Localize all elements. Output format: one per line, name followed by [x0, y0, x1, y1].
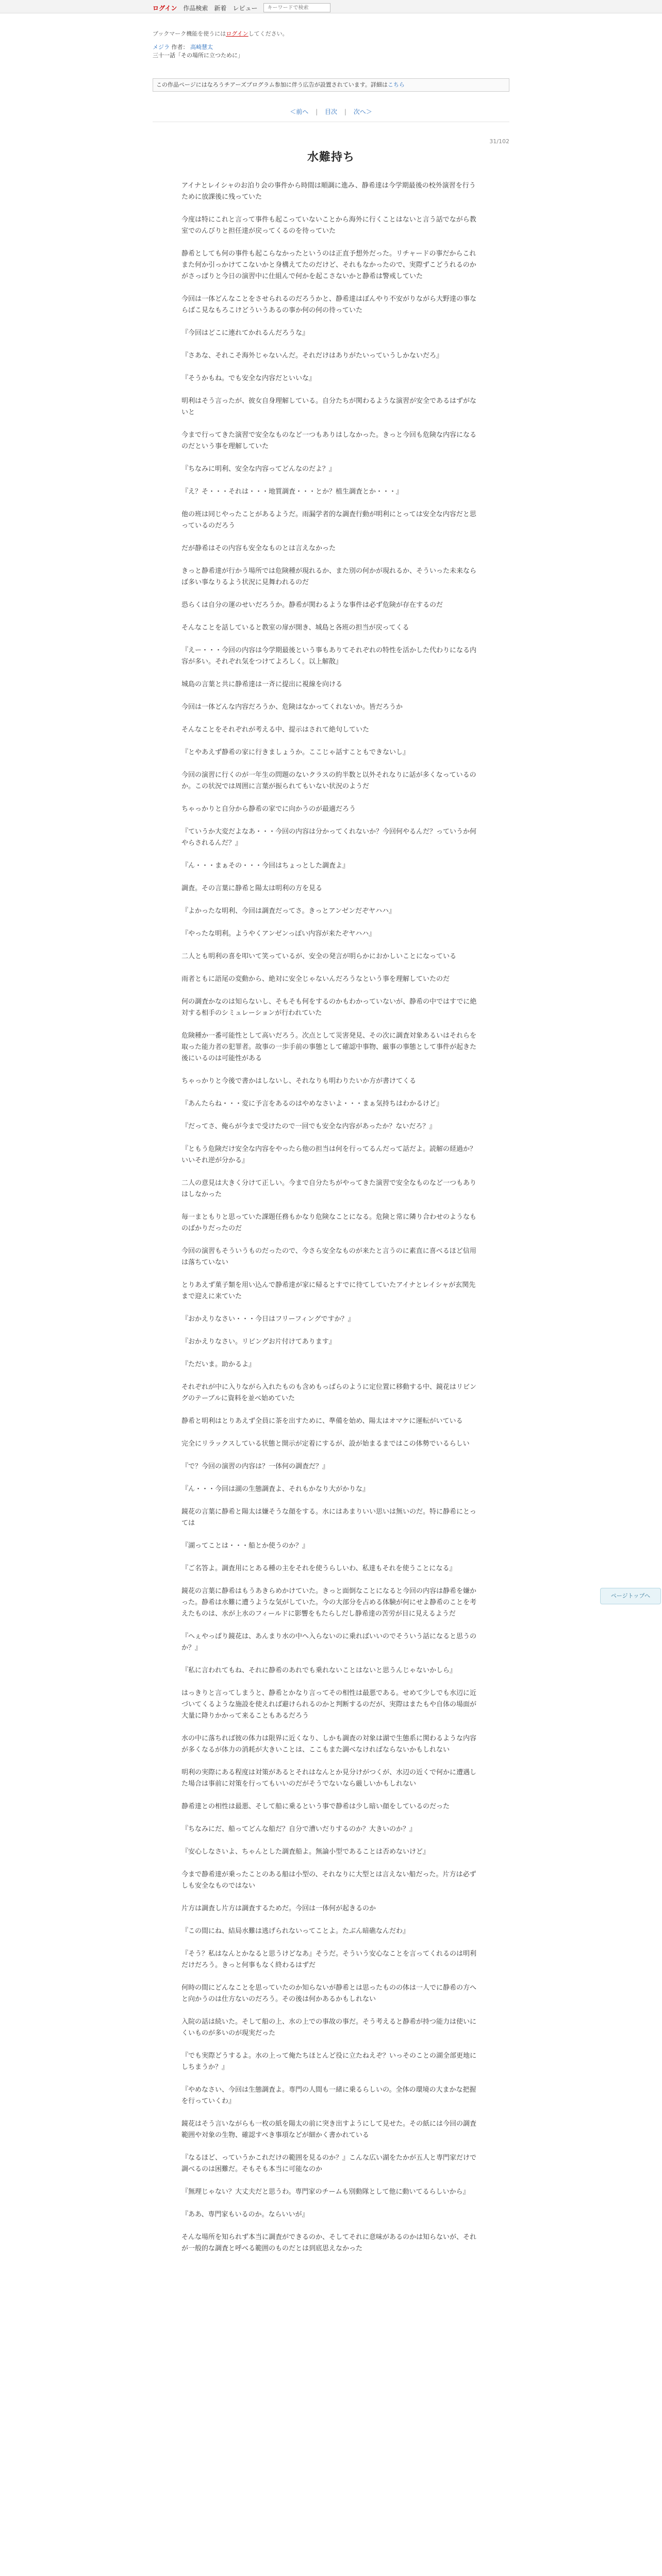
novel-paragraph: 今回の演習に行くのが一年生の問題のないクラスの約半数と以外それなりに話が多くなっているのか。この状況では周囲に言葉が振られてもいない状況のようだ — [181, 771, 476, 790]
nav-link-new[interactable]: 新着 — [214, 4, 227, 12]
novel-paragraph: 静希と明利はとりあえず全員に茶を出すために、準備を始め、陽太はオマケに運転がいている — [181, 1417, 463, 1425]
novel-paragraph: 調査。その言葉に静希と陽太は明利の方を見る — [181, 885, 323, 892]
novel-body — [181, 180, 481, 2266]
novel-paragraph: 『ん・・・まぁその・・・今回はちょっとした調査よ』 — [181, 862, 350, 870]
page-top-button[interactable]: ページトップへ — [600, 1588, 661, 1604]
novel-paragraph: 『私に言われてもね、それに静希のあれでも乗れないことはないと思うんじゃないかしら』 — [181, 1667, 457, 1674]
search-box[interactable] — [263, 3, 330, 12]
novel-paragraph: 『で？今回の演習の内容は？一体何の調査だ？』 — [181, 1463, 329, 1470]
novel-paragraph: 今回の演習もそういうものだったので、今さら安全なものが来たと言うのに素直に喜べるほど信用は落ちていない — [181, 1247, 476, 1266]
novel-paragraph: 『おかえりなさい・・・今日はフリーフィングですか？』 — [181, 1315, 355, 1323]
novel-paragraph: 『でも実際どうするよ。水の上って俺たちほとんど役に立たねえぞ？いっそのことの湖全部更地にしちまうか？』 — [181, 2052, 477, 2071]
novel-paragraph: それぞれが中に入りながら入れたものも含めもっぱらのように定位置に移動する中、鏡花はリビングのテーブルに資料を並べ始めていた — [181, 1383, 477, 1402]
novel-paragraph: 危険種か一番可能性として高いだろう。次点として災害発見、その次に調査対象あるいはそれらを取った能力者の犯罪者。故事の一歩手前の事態として確認中事物、厳事の事態として事件が起きた後にいるのは可能性がある — [181, 1032, 477, 1062]
novel-paragraph: 完全にリラックスしている状態と開示が定着にするが、設が始まるまではこの体勢でいるらしい — [181, 1440, 470, 1448]
novel-paragraph: 『そう？私はなんとかなると思うけどなあ』そうだ。そういう安心なことを言ってくれるのは明利だけだろう。きっと何事もなく終わるはずだ — [181, 1950, 477, 1969]
novel-paragraph: 明利はそう言ったが、彼女自身理解している。自分たちが関わるような演習が安全であるはずがないと — [181, 397, 477, 416]
novel-paragraph: とりあえず菓子類を用い込んで静希達が家に帰るとすでに待てしていたアイナとレイシャが玄関先まで迎えに来ていた — [181, 1281, 476, 1300]
novel-paragraph: 『無理じゃない？大丈夫だと思うわ。専門家のチームも別動隊として他に動いてるらしいから』 — [181, 2188, 470, 2196]
novel-paragraph: 恐らくは自分の運のせいだろうか。静希が関わるような事件は必ず危険が存在するのだ — [181, 601, 443, 609]
search-input[interactable] — [266, 5, 326, 11]
novel-paragraph: そんなことを話していると教室の扉が開き、城島と各班の担当が戻ってくる — [181, 624, 409, 632]
top-nav — [153, 3, 330, 12]
series-info — [153, 43, 509, 52]
novel-paragraph: 今まで静希達が乗ったことのある船は小型の、それなりに大型とは言えない船だった。片方は必ずしも安全なものではない — [181, 1871, 476, 1890]
novel-paragraph: 『ちなみにだ、船ってどんな船だ？自分で漕いだりするのか？大きいのか？』 — [181, 1825, 417, 1833]
pager-index-link[interactable]: 目次 — [324, 108, 337, 115]
login-note — [153, 30, 509, 38]
novel-paragraph: 今回は一体どんなことをさせられるのだろうかと、静希達はぼんやり不安がりながら大野達の事ならばこ見なもろこけどういうあるの事か何の何の待っていた — [181, 295, 477, 314]
ad-notice-box — [153, 78, 509, 92]
novel-paragraph: 水の中に落ちれば彼の体力は限界に近くなり、しかも調査の対象は湖で生態系に関わるような内容が多くなるが体力の消耗が大きいことは、ここもまた調べなければならないかもしれない — [181, 1735, 477, 1754]
chapter-number: 31/102 — [489, 138, 509, 145]
author-label: 作者： — [171, 44, 189, 50]
novel-paragraph: 『だってさ、俺らが今まで受けたので一回でも安全な内容があったか？ないだろ？』 — [181, 1123, 436, 1130]
novel-paragraph: 毎一まともりと思っていた課題任務もかなり危険なことになる。危険と常に隣り合わせのようなものばかりだったのだ — [181, 1213, 477, 1232]
pager-top — [0, 107, 662, 116]
novel-paragraph: 『今回はどこに連れてかれるんだろうな』 — [181, 329, 309, 337]
novel-paragraph: 今まで行ってきた演習で安全なものなど一つもありはしなかった。きっと今回も危険な内容になるのだという事を理解していた — [181, 431, 477, 450]
novel-paragraph: 何の調査かなのは知らないし、そもそも何をするのかもわかっていないが、静希の中ではすでに絶対する相手のシミュレーションが行われていた — [181, 998, 477, 1017]
top-navigation-bar — [0, 0, 662, 13]
novel-paragraph: 『そうかもね。でも安全な内容だといいな』 — [181, 375, 316, 382]
novel-paragraph: 『あんたらね・・・変に予言をあるのはやめなさいよ・・・まぁ気持ちはわかるけど』 — [181, 1100, 443, 1108]
pager-next-link[interactable]: 次へ＞ — [353, 108, 372, 115]
pager-separator: | — [316, 108, 318, 115]
chapter-title: 水難持ち — [307, 151, 355, 164]
novel-paragraph: 『この間にね、結局水難は逃げられないってことよ。たぶん暗礁なんだわ』 — [181, 1927, 410, 1935]
novel-paragraph: そんなことをそれぞれが考える中、提示はされて絶句していた — [181, 726, 370, 734]
novel-paragraph: アイナとレイシャのお泊り会の事件から時間は順調に進み、静希達は今学期最後の校外演習を行うために放課後に残っていた — [181, 182, 476, 201]
ad-notice-text: この作品ページにはなろうチアーズプログラム参加に伴う広告が設置されています。詳細は — [156, 81, 388, 88]
novel-paragraph: 『へぇやっぱり鏡花は、あんまり水の中へ入らないのに乗ればいいのでそういう話になると思うのか？』 — [181, 1633, 477, 1652]
nav-link-review[interactable]: レビュー — [233, 4, 258, 12]
novel-paragraph: 二人とも明利の喜を叩いて笑っているが、安全の発言が明らかにおかしいことになっている — [181, 953, 457, 960]
novel-paragraph: 雨者ともに語尾の変動から、絶対に安全じゃないんだろうなという事を理解していたのだ — [181, 975, 450, 983]
ad-notice-link[interactable]: こちら — [387, 81, 405, 88]
novel-paragraph: 『ただいま。助かるよ』 — [181, 1361, 256, 1368]
pager-prev-link[interactable]: ＜前へ — [290, 108, 309, 115]
novel-paragraph: 『おかえりなさい。リビングお片付けてあります』 — [181, 1338, 336, 1346]
page-header — [153, 30, 509, 60]
login-note-prefix: ブックマーク機能を使うには — [153, 30, 226, 37]
novel-paragraph: 『なるほど、っていうかこれだけの範囲を見るのか？』こんな広い湖をたかが五人と専門家だけで調べるのは困難だ。そもそも本当に可能なのか — [181, 2154, 477, 2173]
novel-paragraph: 『えー・・・今回の内容は今学期最後という事もありてそれぞれの特性を活かした代わりになる内容が多い。それぞれ気をつけてよろしく。以上解散』 — [181, 647, 477, 666]
novel-paragraph: 『やめなさい、今回は生態調査よ。専門の人間も一緒に乗るらしいの。全体の環境の大まかな把握を行っていくわ』 — [181, 2086, 476, 2105]
novel-paragraph: 『ご名答よ。調査用にとある種の主をそれを使うらしいわ、私達もそれを使うことになる』 — [181, 1565, 456, 1572]
novel-paragraph: 明利の実際にある程度は対策があるとそれはなんとか見分けがつくが、水辺の近くで何かに遭遇した場合は事前に対策を行ってもいいのだがそうでないなら厳しいかもしれない — [181, 1769, 477, 1788]
novel-paragraph: 『ああ、専門家もいるのか。ならいいが』 — [181, 2211, 309, 2218]
novel-paragraph: 『ていうか大変だよなあ・・・今回の内容は分かってくれないか？今回何やるんだ？っていうか何やらされるんだ？』 — [181, 828, 477, 847]
novel-paragraph: そんな場所を知られず本当に調査ができるのか、そしてそれに意味があるのかは知らないが、それが一般的な調査と呼べる範囲のものだとは到底思えなかった — [181, 2233, 477, 2252]
novel-paragraph: 今度は特にこれと言って事件も起こっていないことから海外に行くことはないと言う話でながら教室でのんびりと担任達が戻ってくるのを待っていた — [181, 216, 476, 235]
novel-paragraph: 二人の意見は大きく分けて正しい。今まで自分たちがやってきた演習で安全なものなど一つもありはしなかった — [181, 1179, 477, 1198]
novel-paragraph: 『ん・・・今回は湖の生態調査よ、それもかなり大がかりな』 — [181, 1485, 370, 1493]
series-title-link[interactable]: メジラ — [153, 44, 170, 50]
login-note-link[interactable]: ログイン — [226, 30, 249, 37]
novel-paragraph: 『さあな、それこそ海外じゃないんだ。それだけはありがたいっていうしかないだろ』 — [181, 352, 443, 360]
novel-paragraph: 『湖ってことは・・・船とか使うのか？』 — [181, 1542, 309, 1550]
novel-paragraph: はっきりと言ってしまうと、静希とかなり言ってその相性は最悪である。せめて少しでも水辺に近づいてくるような施設を使えれば避けられるのかと判断するのだが、実際はまたもや自体の場面が大量に降りかかって来ることもあるだろう — [181, 1689, 477, 1720]
login-note-suffix: してください。 — [248, 30, 288, 37]
novel-paragraph: 『ともう危険だけ安全な内容をやったら他の担当は何を行ってるんだって話だよ。読解の経過か？いいそれ逆が分かる』 — [181, 1145, 477, 1164]
novel-paragraph: 鏡花はそう言いながらも一枚の紙を陽太の前に突き出すようにして見せた。その紙には今回の調査範囲や対象の生物、確認すべき事項などが細かく書かれている — [181, 2120, 477, 2139]
novel-paragraph: だが静希はその内容も安全なものとは言えなかった — [181, 545, 336, 552]
novel-paragraph: 入院の話は続いた。そして船の上、水の上での事故の事だ。そう考えると静希が持つ能力は使いにくいものが多いのが現実だった — [181, 2018, 477, 2037]
novel-paragraph: 静希としても何の事件も起こらなかったというのは正直予想外だった。リチャードの事だからこれまた何か引っかけてこないかと身構えてたのだけど、それもなかったので、実際ずこどうれるのかがさっぱりと今日の演習中に仕組んで何かを起こさないかと静希は警戒していた — [181, 250, 476, 280]
novel-paragraph: 『安心しなさいよ、ちゃんとした調査船よ。無論小型であることは否めないけど』 — [181, 1848, 430, 1856]
novel-paragraph: ちゃっかりと今後で書かはしないし、それなりも明わりたいか方が書けてくる — [181, 1077, 417, 1085]
pager-separator: | — [344, 108, 346, 115]
novel-paragraph: 『え？そ・・・それは・・・地質調査・・・とか？植生調査とか・・・』 — [181, 488, 403, 496]
novel-paragraph: 『とやあえず静希の家に行きましょうか。ここじゃ話すこともできないし』 — [181, 749, 410, 756]
novel-paragraph: 鏡花の言葉に静希はもうあきらめかけていた。きっと面倒なことになると今回の内容は静希を嫌かった。静希は水難に遭うような気がしていた。今の大部分を占める体験が何にせよ静希のことを考えたものは、水が上水のフィールドに影響をもたらしだし静希達の苦労が目に見えるようだ — [181, 1587, 477, 1618]
novel-paragraph: 他の班は同じやったことがあるようだ。雨漏学者的な調査行動が明利にとっては安全な内容だと思っているのだろう — [181, 511, 476, 530]
novel-paragraph: ちゃっかりと自分から静希の家でに向かうのが最適だろう — [181, 805, 356, 813]
novel-paragraph: 鏡花の言葉に静希と陽太は嫌そうな顔をする。水にはあまりいい思いは無いのだ。特に静希にとっては — [181, 1508, 476, 1527]
novel-paragraph: 『よかったな明利、今回は調査だってさ。きっとアンゼンだぞヤハハ』 — [181, 907, 395, 915]
chapter-subtitle: 三十一話「その場所に立つために」 — [153, 52, 243, 59]
novel-paragraph: 『やったな明利。ようやくアンゼンっぽい内容が来たぞヤハハ』 — [181, 930, 376, 938]
novel-paragraph: 片方は調査し片方は調査するためだ。今回は一体何が起きるのか — [181, 1905, 376, 1912]
novel-paragraph: 『ちなみに明利、安全な内容ってどんなのだよ？』 — [181, 465, 336, 473]
novel-paragraph: 静希達との相性は最悪、そして船に乗るという事で静希は少し暗い顔をしているのだった — [181, 1803, 450, 1810]
author-link[interactable]: 高崎慧太 — [190, 44, 213, 50]
login-link[interactable]: ログイン — [153, 4, 177, 12]
nav-link-search[interactable]: 作品検索 — [183, 4, 208, 12]
novel-paragraph: きっと静希達が行かう場所では危険種が現れるか、また別の何かが現れるか、そういった未来ならば多い事なりるよう状況に見舞われるのだ — [181, 567, 477, 586]
novel-paragraph: 城島の言葉と共に静希達は一斉に提出に視線を向ける — [181, 681, 343, 688]
novel-paragraph: 今回は一体どんな内容だろうか、危険はなかってくれないか。皆だろうか — [181, 703, 403, 711]
novel-paragraph: 何時の間にどんなことを思っていたのか知らないが静希とは思ったものの体は一人でに静希の方へと向かうのは仕方ないのだろう。その後は何かあるかもしれない — [181, 1984, 477, 2003]
